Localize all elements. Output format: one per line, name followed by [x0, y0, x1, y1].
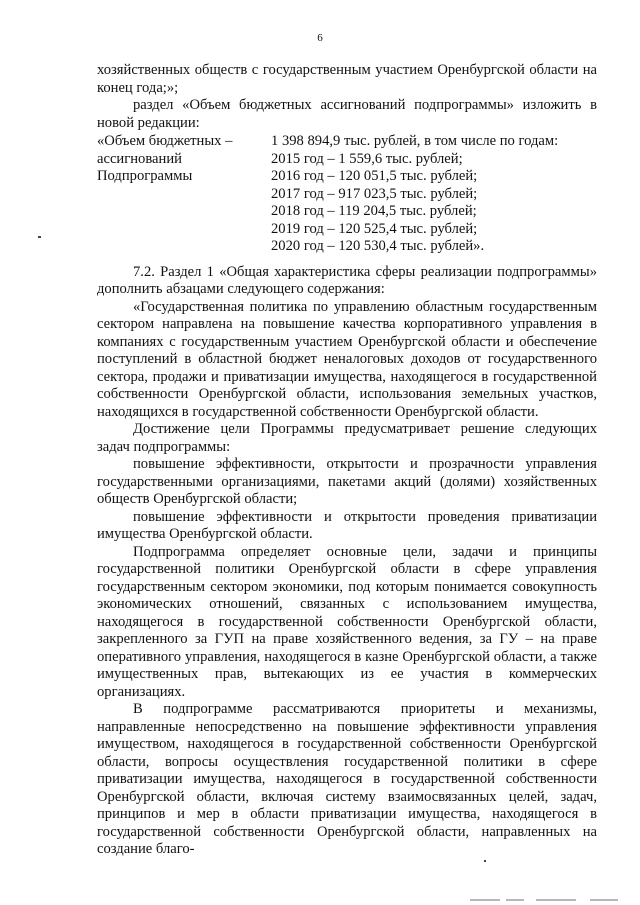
budget-table-label: ассигнований	[97, 150, 182, 167]
paragraph: 7.2. Раздел 1 «Общая характеристика сферы реализации подпрограммы» дополнить абзацами следующего содержания:	[97, 263, 597, 297]
scan-edge-mark	[470, 899, 500, 901]
paragraph: повышение эффективности и открытости проведения приватизации имущества Оренбургской области.	[97, 508, 597, 542]
budget-table-value: 2016 год – 120 051,5 тыс. рублей;	[271, 168, 478, 184]
paragraph: хозяйственных обществ с государственным участием Оренбургской области на конец года;»;	[97, 62, 597, 96]
paragraph: Достижение цели Программы предусматривает решение следующих задач подпрограммы:	[97, 421, 597, 455]
budget-table-value: 2019 год – 120 525,4 тыс. рублей;	[271, 220, 478, 237]
budget-table-label: «Объем бюджетных –	[97, 133, 233, 149]
budget-table-value: 2020 год – 120 530,4 тыс. рублей».	[271, 238, 485, 254]
document-body	[97, 62, 597, 859]
budget-table	[97, 133, 597, 256]
scan-edge-mark	[536, 899, 576, 901]
paragraph: «Государственная политика по управлению областным государственным сектором направлена на повышение качества корпоративного управления в компаниях с государственным участием Оренбургской области и обеспечение поступлений в областной бюджет неналоговых доходов от государственного сектора, продажи и приватизации имущества, находящегося в государственной собственности Оренбургской области, использования земельных участков, находящихся в государственной собственности Оренбургской области.	[97, 298, 597, 420]
scan-edge-mark	[590, 899, 618, 901]
scan-speck	[38, 236, 41, 238]
budget-table-value: 2018 год – 119 204,5 тыс. рублей;	[271, 203, 477, 219]
scan-speck	[484, 860, 486, 862]
paragraph: Подпрограмма определяет основные цели, задачи и принципы государственной политики Оренбургской области в сфере управления государственным сектором экономики, под которым понимается совокупность экономических отношений, связанных с использованием имущества, находящегося в государственной собственности Оренбургской области, закрепленного за ГУП на праве хозяйственного ведения, за ГУ – на праве оперативного управления, находящегося в казне Оренбургской области, а также имущественных прав, вытекающих из ее участия в коммерческих организациях.	[97, 543, 597, 700]
page-number: 6	[317, 32, 323, 44]
paragraph: В подпрограмме рассматриваются приоритеты и механизмы, направленные непосредственно на повышение эффективности управления имуществом, находящегося в государственной собственности Оренбургской области, вопросы осуществления государственной политики в сфере приватизации имущества, находящегося в государственной собственности Оренбургской области, включая систему взаимосвязанных целей, задач, принципов и мер в области приватизации имущества, находящегося в государственной собственности Оренбургской области, направленных на создание благо-	[97, 701, 597, 857]
budget-table-value: 1 398 894,9 тыс. рублей, в том числе по годам:	[271, 133, 559, 149]
paragraph: раздел «Объем бюджетных ассигнований подпрограммы» изложить в новой редакции:	[97, 97, 597, 131]
budget-table-value: 2017 год – 917 023,5 тыс. рублей;	[271, 185, 478, 202]
budget-table-value-column	[271, 133, 597, 256]
budget-table-value: 2015 год – 1 559,6 тыс. рублей;	[271, 150, 463, 167]
budget-table-label: Подпрограммы	[97, 168, 193, 184]
paragraph: повышение эффективности, открытости и прозрачности управления государственными организациями, пакетами акций (долями) хозяйственных обществ Оренбургской области;	[97, 456, 597, 507]
budget-table-label-column	[97, 133, 271, 256]
scan-edge-mark	[506, 899, 524, 901]
